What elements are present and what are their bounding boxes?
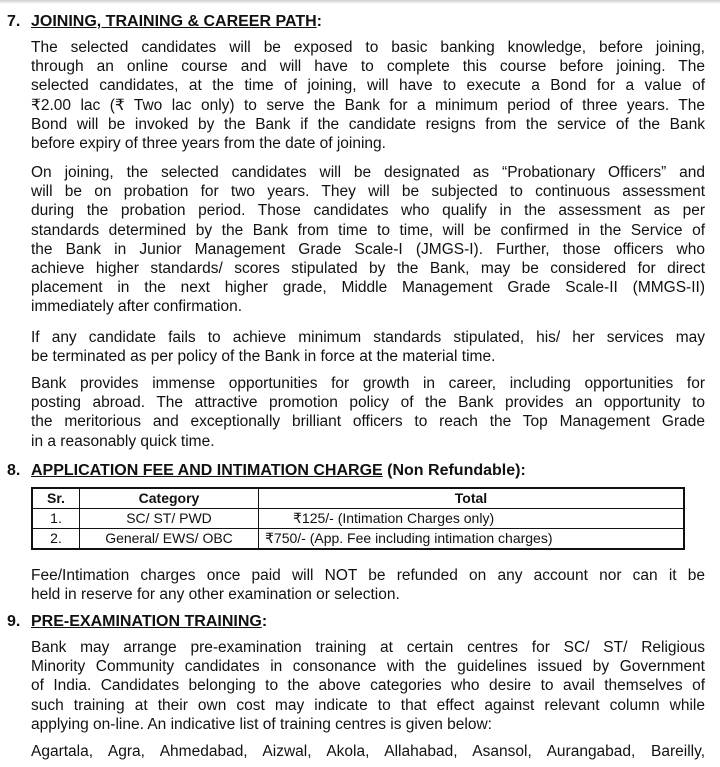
table-row — [32, 509, 684, 529]
text-line: be terminated as per policy of the Bank in force at the material time. — [31, 348, 496, 366]
header-total: Total — [259, 488, 685, 509]
text-line: selected candidates, at the time of joining, will have to execute a Bond for a value of — [31, 77, 705, 95]
section-colon: : — [316, 13, 322, 30]
section-title: JOINING, TRAINING & CAREER PATH — [31, 13, 317, 30]
text-line: such training at their own cost may indicate to that effect against relevant column while — [31, 696, 705, 714]
cell-category: SC/ ST/ PWD — [80, 509, 259, 529]
section-7-paragraph-2 — [31, 163, 705, 317]
text-line: through an online course and will have to complete this course before joining. The — [31, 58, 705, 76]
section-suffix: (Non Refundable): — [382, 462, 526, 479]
text-line: held in reserve for any other examination or selection. — [31, 586, 400, 604]
text-line: Agartala, Agra, Ahmedabad, Aizwal, Akola, Allahabad, Asansol, Aurangabad, Bareilly, — [31, 743, 705, 760]
section-title: PRE-EXAMINATION TRAINING — [31, 613, 262, 630]
header-sr: Sr. — [32, 488, 80, 509]
section-title: APPLICATION FEE AND INTIMATION CHARGE — [31, 462, 383, 479]
section-number: 8. — [7, 462, 21, 479]
section-7-paragraph-1 — [31, 38, 705, 153]
text-line: posting abroad. The attractive promotion policy of the Bank provides an opportunity to — [31, 394, 705, 412]
text-line: applying on-line. An indicative list of training centres is given below: — [31, 715, 492, 733]
section-9-heading — [7, 613, 267, 635]
text-line: in a reasonably quick time. — [31, 432, 215, 450]
text-line: ₹2.00 lac (₹ Two lac only) to serve the Bank for a minimum period of three years. The — [31, 96, 705, 114]
text-line: Bank provides immense opportunities for growth in career, including opportunities for — [31, 375, 705, 392]
cell-category: General/ EWS/ OBC — [80, 529, 259, 550]
text-line: the Bank in Junior Management Grade Scale-I (JMGS-I). Further, those officers who — [31, 240, 705, 258]
table-row — [32, 529, 684, 550]
cell-total: ₹125/- (Intimation Charges only) — [259, 509, 685, 529]
section-8-heading — [7, 462, 526, 484]
text-line: of India. Candidates belonging to the above categories who desire to avail themselves of — [31, 677, 705, 695]
section-7-paragraph-4 — [31, 374, 705, 451]
section-9-paragraph-2 — [31, 742, 705, 761]
text-line: Fee/Intimation charges once paid will NOT be refunded on any account nor can it be — [31, 567, 705, 584]
fee-table — [31, 487, 685, 550]
section-colon: : — [261, 613, 268, 630]
text-line: the meritorious and exceptionally brilliant officers to reach the Top Management Grade — [31, 413, 705, 431]
text-line: standards determined by the Bank from time to time, will be confirmed in the Service of — [31, 221, 705, 239]
text-line: Bond will be invoked by the Bank if the candidate resigns from the service of the Bank — [31, 115, 705, 133]
text-line: during the probation period. Those candidates who qualify in the assessment as per — [31, 202, 705, 220]
cell-total: ₹750/- (App. Fee including intimation charges) — [259, 529, 685, 550]
section-7-heading — [7, 13, 322, 35]
page-top-edge — [0, 0, 720, 4]
text-line: will be on probation for two years. They will be subjected to continuous assessment — [31, 183, 705, 201]
text-line: Minority Community candidates in consonance with the guidelines issued by Government — [31, 658, 705, 676]
section-number: 9. — [7, 613, 21, 630]
section-number: 7. — [7, 13, 21, 30]
section-7-paragraph-3 — [31, 328, 705, 366]
text-line: If any candidate fails to achieve minimum standards stipulated, his/ her services may — [31, 329, 705, 346]
cell-sr: 2. — [32, 529, 80, 550]
text-line: Bank may arrange pre-examination training at certain centres for SC/ ST/ Religious — [31, 639, 705, 656]
cell-sr: 1. — [32, 509, 80, 529]
text-line: placement in the next higher grade, Middle Management Grade Scale-II (MMGS-II) — [31, 279, 705, 297]
text-line: before expiry of three years from the date of joining. — [31, 135, 386, 153]
text-line: On joining, the selected candidates will be designated as “Probationary Officers” and — [31, 164, 705, 181]
text-line: achieve higher standards/ scores stipulated by the Bank, may be considered for direct — [31, 260, 705, 278]
section-9-paragraph-1 — [31, 638, 705, 734]
text-line: The selected candidates will be exposed to basic banking knowledge, before joining, — [31, 39, 705, 56]
table-header-row — [32, 488, 684, 509]
section-8-paragraph — [31, 566, 705, 604]
header-category: Category — [80, 488, 259, 509]
text-line: immediately after confirmation. — [31, 298, 243, 316]
